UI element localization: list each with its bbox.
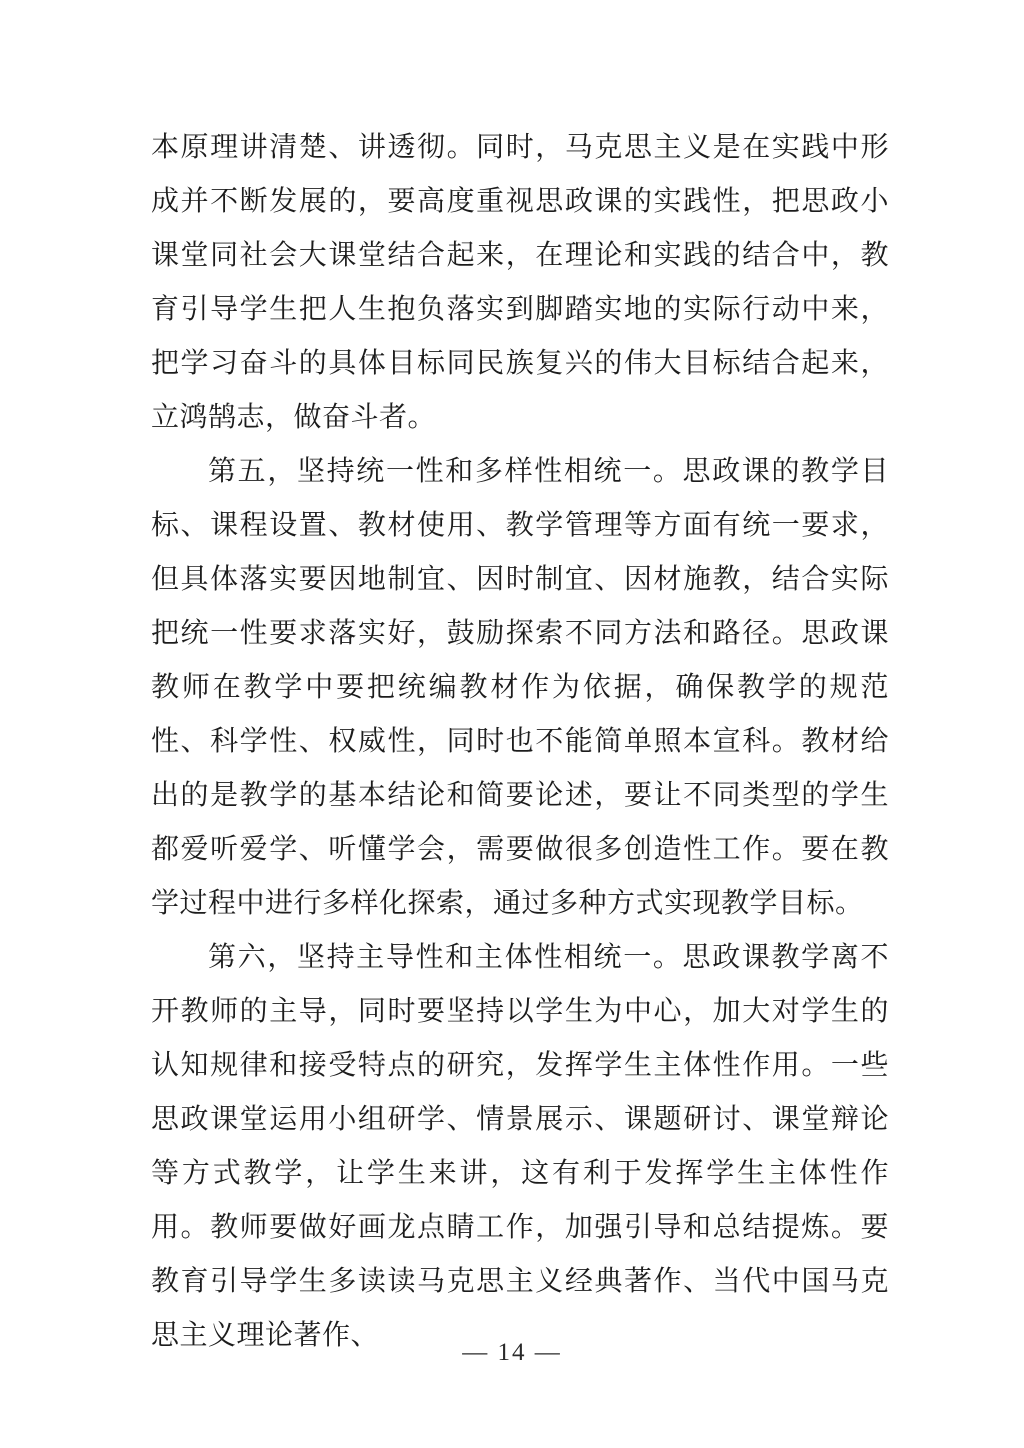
- page-number: — 14 —: [462, 1339, 562, 1366]
- paragraph-point-five: 第五，坚持统一性和多样性相统一。思政课的教学目标、课程设置、教材使用、教学管理等方面有统一要求，但具体落实要因地制宜、因时制宜、因材施教，结合实际把统一性要求落实好，鼓励探索不同方法和路径。思政课教师在教学中要把统编教材作为依据，确保教学的规范性、科学性、权威性，同时也不能简单照本宣科。教材给出的是教学的基本结论和简要论述，要让不同类型的学生都爱听爱学、听懂学会，需要做很多创造性工作。要在教学过程中进行多样化探索，通过多种方式实现教学目标。: [151, 456, 889, 919]
- paragraph-continuation: 本原理讲清楚、讲透彻。同时，马克思主义是在实践中形成并不断发展的，要高度重视思政课的实践性，把思政小课堂同社会大课堂结合起来，在理论和实践的结合中，教育引导学生把人生抱负落实到脚踏实地的实际行动中来，把学习奋斗的具体目标同民族复兴的伟大目标结合起来，立鸿鹄志，做奋斗者。: [151, 132, 889, 433]
- page-footer: [0, 1338, 1024, 1368]
- paragraph-point-six: 第六，坚持主导性和主体性相统一。思政课教学离不开教师的主导，同时要坚持以学生为中心，加大对学生的认知规律和接受特点的研究，发挥学生主体性作用。一些思政课堂运用小组研学、情景展示、课题研讨、课堂辩论等方式教学，让学生来讲，这有利于发挥学生主体性作用。教师要做好画龙点睛工作，加强引导和总结提炼。要教育引导学生多读读马克思主义经典著作、当代中国马克思主义理论著作、: [151, 942, 889, 1351]
- document-body: [151, 121, 889, 1363]
